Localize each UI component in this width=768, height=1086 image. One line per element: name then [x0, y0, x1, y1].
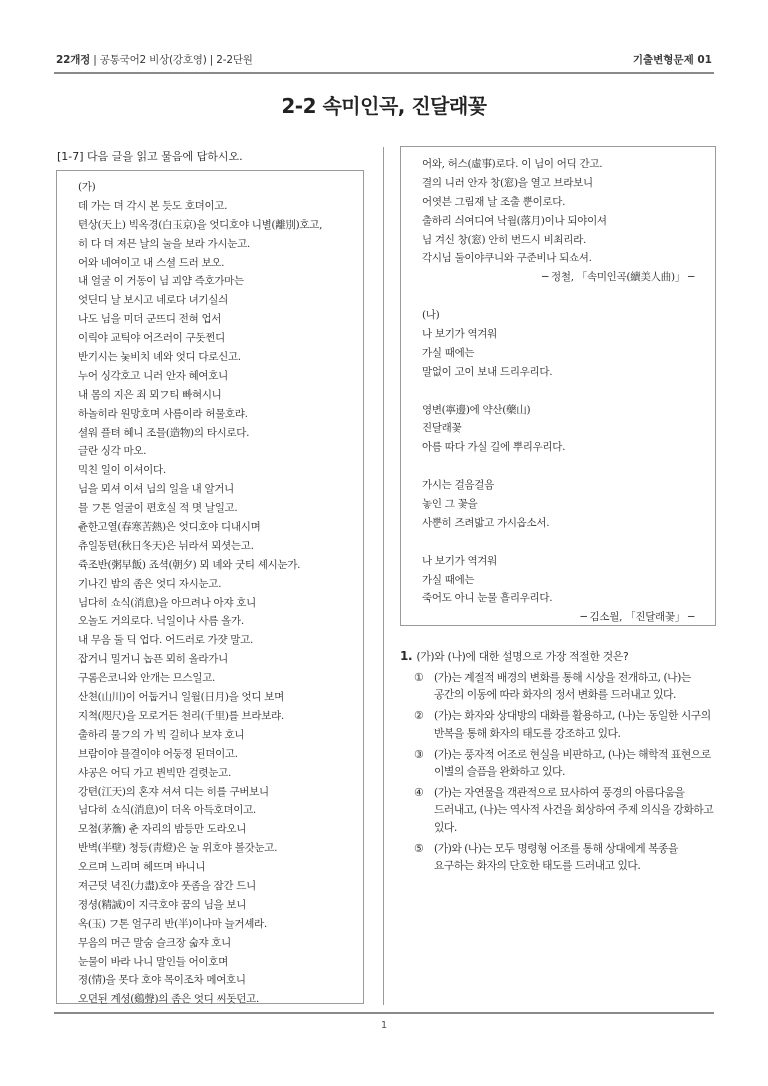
header-grade: 22개정 [56, 54, 91, 66]
bottom-rule [54, 1012, 714, 1014]
option-text: (가)는 자연물을 객관적으로 묘사하여 풍경의 아름다움을 드러내고, (나)는 역사적 사건을 회상하여 주제 의식을 강화하고 있다. [434, 786, 714, 834]
poem-line: 오뎐된 계셩(鷄聲)의 좀은 엇디 씨돗던고. [78, 993, 259, 1006]
poem-line: 샤공은 어딕 가고 븬빅만 걸렷눈고. [78, 766, 231, 779]
option-marker: ② [414, 709, 424, 723]
poem-line: 누어 싱각호고 니러 안자 혜여호니 [78, 369, 228, 382]
poem-line: 잡거니 밀거니 놉픈 뫼히 올라가니 [78, 653, 228, 666]
page-header-left: 22개정 | 공통국어2 비상(강호영) | 2-2단원 [56, 54, 253, 66]
answer-option[interactable] [400, 840, 716, 874]
option-text: (가)와 (나)는 모두 명령형 어조를 통해 상대에게 복종을 요구하는 화자의 단호한 태도를 드러내고 있다. [434, 841, 678, 873]
poem-line: 나 보기가 역겨워 [422, 328, 497, 341]
poem-line: 옥(玉) フ톤 얼구리 반(半)이나마 늘거셰라. [78, 917, 267, 930]
option-marker: ⑤ [414, 841, 424, 855]
poem-line: 구롬은코니와 안개는 므스일고. [78, 672, 216, 685]
poem-line: 말없이 고이 보내 드리우리다. [422, 365, 553, 378]
header-exam-label: 기출변형문제 01 [632, 54, 712, 66]
question-1 [400, 648, 716, 874]
option-marker: ④ [414, 786, 424, 800]
header-unit: 2-2단원 [216, 54, 253, 66]
passage-right-column [422, 155, 708, 627]
answer-option[interactable] [400, 746, 716, 780]
answer-option[interactable] [400, 784, 716, 836]
poem-line: 가실 때에는 [422, 346, 475, 359]
column-divider [383, 147, 384, 1005]
poem-line: 산쳔(山川)이 어둡거니 일월(日月)을 엇디 보며 [78, 691, 284, 704]
poem-line: 내 무음 둘 딕 업다. 어드러로 가쟛 말고. [78, 634, 253, 647]
option-text: (가)는 계절적 배경의 변화를 통해 시상을 전개하고, (나)는 공간의 이동에 따라 화자의 정서 변화를 드러내고 있다. [434, 671, 691, 702]
option-marker: ③ [414, 747, 424, 761]
poem-line: 출하리 싀여디여 낙월(落月)이나 되야이셔 [422, 214, 607, 227]
page-number: 1 [380, 1020, 388, 1031]
poem-line: 나도 님을 미더 군뜨디 전혀 업서 [78, 313, 222, 326]
option-text: (가)는 풍자적 어조로 현실을 비판하고, (나)는 해학적 표현으로 이별의 슬픔을 완화하고 있다. [434, 747, 711, 779]
poem-line: 브람이야 믈결이야 어둥졍 된뎌이고. [78, 747, 238, 760]
stanza-gap [422, 457, 708, 476]
poem-line: 강텬(江天)의 혼쟈 셔셔 디는 히를 구버보니 [78, 785, 269, 798]
poem-line: 진달래꽃 [422, 422, 462, 435]
option-text: (가)는 화자와 상대방의 대화를 활용하고, (나)는 동일한 시구의 반복을 통해 화자의 태도를 강조하고 있다. [434, 709, 711, 740]
poem-line: 놓인 그 꽃을 [422, 498, 478, 511]
passage-label-ga: (가) [78, 181, 96, 193]
poem-line: 기나긴 밤의 좀은 엇디 자시눈고. [78, 577, 222, 590]
stanza-gap [422, 533, 708, 552]
source-citation: ─ 김소월, 「진달래꽃」 ─ [580, 611, 694, 624]
poem-line: 텬상(天上) 빅옥경(白玉京)을 엇디호야 니별(離別)호고, [78, 218, 323, 231]
poem-line: 어와, 허스(虛事)로다. 이 님이 어딕 간고. [422, 158, 603, 170]
poem-line: 님을 뫼셔 이셔 님의 일을 내 알거니 [78, 483, 235, 496]
page-title: 2-2 속미인곡, 진달래꽃 [281, 94, 487, 118]
poem-line: 님 겨신 창(窓) 안히 번드시 비최리라. [422, 233, 586, 246]
poem-line: 지쳑(咫尺)을 모로거든 쳔리(千里)를 브라보랴. [78, 709, 284, 722]
poem-line: 결의 니러 안자 창(窓)을 열고 브라보니 [422, 176, 593, 189]
stanza-gap [422, 382, 708, 401]
poem-line: 믈 フ톤 얼굴이 편호실 적 몃 날일고. [78, 502, 238, 515]
poem-line: 믹친 일이 이셔이다. [78, 464, 166, 477]
poem-line: 영변(寧邊)에 약산(藥山) [422, 403, 531, 416]
header-subject: 공통국어2 비상(강호영) [99, 54, 207, 66]
poem-line: 졍셩(精誠)이 지극호야 꿈의 님을 보니 [78, 898, 247, 911]
poem-line: 어엿븐 그림재 날 조출 뿐이로다. [422, 195, 566, 208]
poem-line: 반기시는 눛비치 녜와 엇디 다로신고. [78, 351, 241, 364]
answer-option[interactable] [400, 707, 716, 741]
question-stem: 1. (가)와 (나)에 대한 설명으로 가장 적절한 것은? [400, 649, 629, 663]
poem-line: 이릭야 교틱야 어즈러이 구돗쩐디 [78, 332, 225, 345]
poem-line: 눈물이 바라 나니 말인들 어이호며 [78, 955, 228, 968]
stanza-gap [422, 287, 708, 306]
poem-line: 내 몸의 지은 죄 뫼フ티 빠혀시니 [78, 388, 222, 401]
poem-line: 나 보기가 역겨워 [422, 554, 497, 567]
poem-line: 모쳠(茅簷) 춘 자리의 밤등만 도라오니 [78, 823, 247, 836]
poem-line: 셜워 플텨 혜니 조믈(造物)의 타시로다. [78, 426, 250, 439]
option-marker: ① [414, 671, 424, 684]
poem-line: 내 얼굴 이 거동이 님 괴얌 즉호가마는 [78, 275, 244, 288]
question-number: 1. [400, 649, 413, 663]
poem-line: 오르며 느리며 헤뜨며 바니니 [78, 861, 206, 874]
poem-line: 가실 때에는 [422, 573, 475, 586]
poem-line: 츄일동텬(秋日冬天)은 뉘라셔 뫼셧는고. [78, 539, 254, 552]
poem-line: 무음의 머근 말숨 슬크장 숣쟈 호니 [78, 936, 231, 949]
poem-line: 츈한고열(春寒苦熱)은 엇디호야 디내시며 [78, 521, 261, 534]
poem-line: 쥭조반(粥早飯) 죠셕(朝夕) 뫼 녜와 굿티 셰시눈가. [78, 558, 301, 571]
poem-line: 어와 네여이고 내 스셜 드러 보오. [78, 256, 225, 269]
poem-line: 사뿐히 즈려밟고 가시옵소서. [422, 516, 550, 529]
poem-line: 님다히 쇼식(消息)을 아므려나 아쟈 호니 [78, 596, 256, 609]
answer-option[interactable] [400, 669, 716, 703]
poem-line: 죽어도 아니 눈물 흘리우리다. [422, 592, 553, 605]
poem-line: 님다히 쇼식(消息)이 더옥 아득호뎌이고. [78, 804, 256, 817]
poem-line: 가시는 걸음걸음 [422, 479, 494, 492]
poem-line: 아름 따다 가실 길에 뿌리우리다. [422, 441, 566, 454]
top-rule [54, 72, 714, 74]
poem-line: 반벽(半壁) 쳥등(靑燈)은 눌 위호야 볼갓눈고. [78, 842, 278, 855]
passage-label-na: (나) [422, 309, 440, 322]
poem-line: 각시님 둘이야쿠니와 구준비나 되쇼셔. [422, 252, 592, 265]
poem-line: 히 다 뎌 져믄 날의 눌을 보라 가시눈고. [78, 237, 250, 250]
poem-line: 졍(情)을 못다 호야 목이조차 메여호니 [78, 974, 246, 987]
poem-line: 출하리 물フ의 가 빅 길히나 보쟈 호니 [78, 728, 245, 741]
poem-line: 져근덧 녁진(力盡)호야 풋좀을 잠간 드니 [78, 879, 256, 892]
poem-line: 데 가는 뎌 각시 본 듯도 호뎌이고. [78, 199, 228, 212]
instruction-text: [1-7] 다음 글을 읽고 물음에 답하시오. [57, 150, 243, 163]
answer-options [400, 669, 716, 874]
passage-ga [78, 178, 322, 1009]
poem-line: 엇딘디 날 보시고 네로다 녀기실싀 [78, 294, 228, 307]
source-citation: ─ 정철, 「속미인곡(續美人曲)」 ─ [541, 271, 694, 284]
poem-line: 하놀히라 원망호며 사름이라 허물호랴. [78, 407, 248, 420]
poem-line: 오놀도 거의로다. 닉일이나 사름 올가. [78, 615, 244, 628]
poem-line: 글란 싱각 마오. [78, 445, 147, 458]
